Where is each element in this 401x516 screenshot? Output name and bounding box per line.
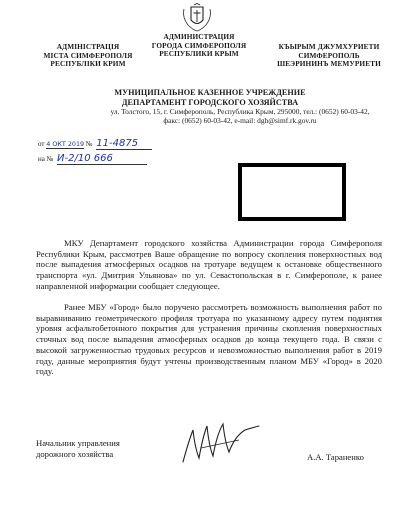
header-right-line: СИМФЕРОПОЛЬ [298, 50, 360, 60]
address-line: ул. Толстого, 15, г. Симферополь, Республика Крым, 295000, тел.: (0652) 60-03-42, [110, 107, 370, 116]
body-paragraph-2: Ранее МБУ «Город» было поручено рассмотреть возможность выполнения работ по выравниванию геометрического профиля тротуара по указанному адресу путем поднятия уровня асфальтобетонного покрытия для устранения причины скопления поверхностных сточных вод после выпадения атмосферных осадков до конца текущего года. В связи с высокой загруженностью трудовых ресурсов и невозможностью выполнения работ в 2019 году, данные мероприятия будут учтены производственным планом МБУ «Город» в 2020 году. [36, 302, 382, 377]
header-center-line: АДМИНИСТРАЦИЯ [163, 32, 235, 41]
header-right-line: ШЕЭРИНИНЪ МЕМУРИЕТИ [277, 59, 381, 69]
signatory-title-line: дорожного хозяйства [36, 449, 114, 459]
header-right-line: КЪЫРЫМ ДЖУМХУРИЕТИ [278, 42, 380, 51]
header-left [38, 43, 138, 69]
signatory-name: А.А. Тараненко [307, 452, 364, 462]
incoming-registration [38, 153, 147, 165]
coat-of-arms-icon [180, 3, 214, 33]
address-line: факс: (0652) 60-03-42, e-mail: dgh@simf.rk.gov.ru [163, 116, 317, 126]
outgoing-number: 11-4875 [96, 138, 152, 150]
institution-line: МУНИЦИПАЛЬНОЕ КАЗЕННОЕ УЧРЕЖДЕНИЕ [114, 88, 306, 97]
reply-to-prefix: на № [38, 155, 54, 163]
outgoing-registration [38, 138, 152, 150]
header-left-line: РЕСПУБЛІКИ КРИМ [50, 59, 126, 69]
signatory-title [36, 438, 120, 460]
from-prefix: от [38, 140, 45, 148]
institution-name [60, 88, 360, 107]
handwritten-signature [175, 418, 265, 468]
institution-line: ДЕПАРТАМЕНТ ГОРОДСКОГО ХОЗЯЙСТВА [121, 97, 299, 107]
incoming-number: И-2/10 666 [57, 153, 147, 165]
number-prefix: № [85, 140, 93, 148]
header-center-line: РЕСПУБЛИКИ КРЫМ [159, 49, 239, 59]
header-center [149, 33, 249, 59]
registration-date: 4 ОКТ 2019 [46, 140, 85, 148]
redacted-addressee [238, 163, 346, 221]
header-left-line: МІСТА СИМФЕРОПОЛЯ [43, 50, 133, 60]
signatory-title-line: Начальник управления [36, 438, 120, 448]
header-left-line: АДМІНІСТРАЦІЯ [56, 42, 120, 51]
header-center-line: ГОРОДА СИМФЕРОПОЛЯ [151, 40, 247, 50]
institution-address [80, 107, 400, 126]
header-right [274, 43, 384, 69]
body-paragraph-1: МКУ Департамент городского хозяйства Администрации города Симферополя Республики Крым, рассмотрев Ваше обращение по вопросу скопления поверхностных вод после выпадения атмосферных осадков на тротуаре ведущем к остановке общественного транспорта «ул. Дмитрия Ульянова» по ул. Севастопольская в г. Симферополе, к ранее направленной информации сообщает следующее. [36, 238, 382, 291]
